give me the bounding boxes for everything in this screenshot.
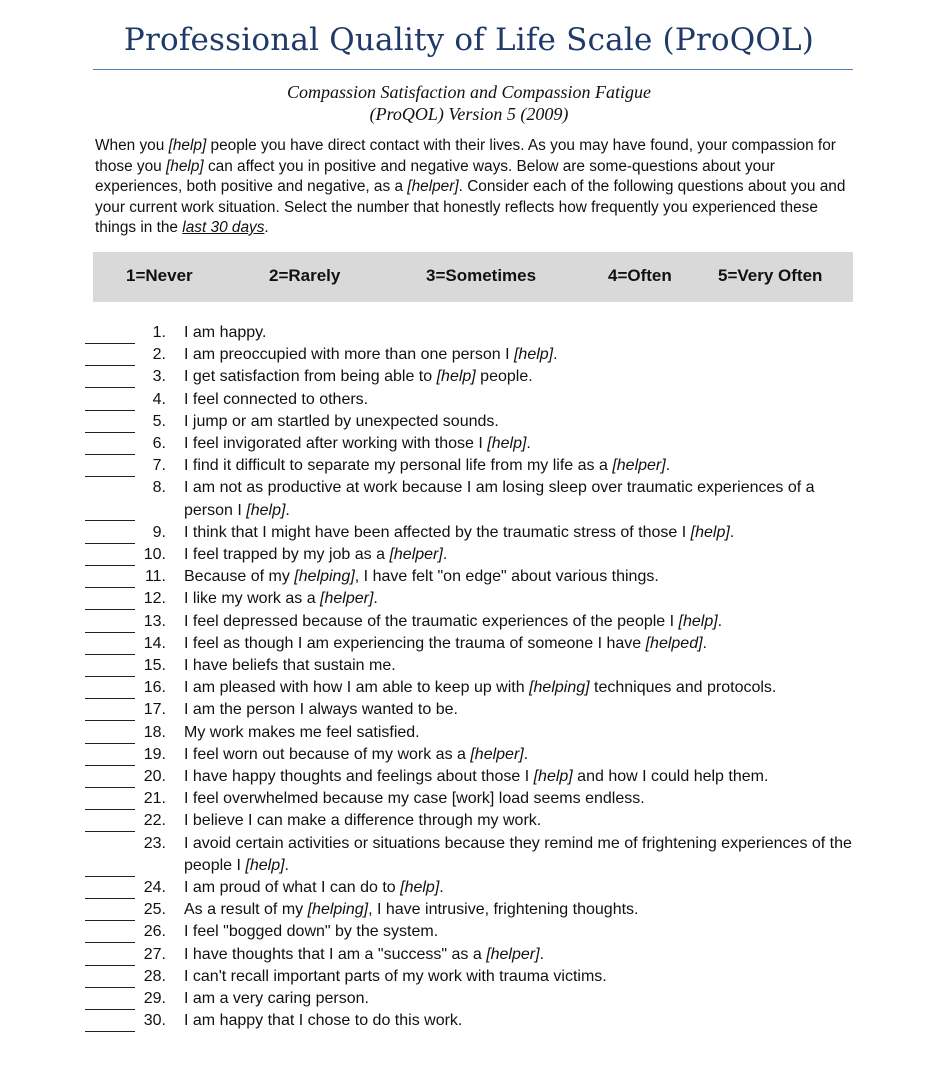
text-run: I feel worn out because of my work as a <box>184 745 471 763</box>
question-row <box>0 477 938 521</box>
text-run: I am pleased with how I am able to keep up with <box>184 679 530 697</box>
text-run: I have happy thoughts and feelings about those I <box>184 768 534 786</box>
question-row <box>0 833 938 877</box>
text-run: I like my work as a <box>184 590 321 608</box>
question-text <box>184 477 854 521</box>
italic-term: [helping] <box>294 568 355 586</box>
italic-term: [helper] <box>470 745 524 763</box>
question-text <box>184 921 854 943</box>
scale-sometimes: 3=Sometimes <box>426 266 537 285</box>
question-row <box>0 566 938 588</box>
text-run: I feel "bogged down" by the system. <box>184 923 439 941</box>
text-run: . <box>442 546 448 564</box>
text-run: I am happy. <box>184 324 267 341</box>
question-row <box>0 744 938 766</box>
question-text <box>184 944 854 966</box>
text-run: I think that I might have been affected by the traumatic stress of those I <box>184 523 691 541</box>
text-run: I am not as productive at work because I am losing sleep over traumatic experiences of a person I <box>184 479 815 519</box>
question-text <box>184 833 854 877</box>
question-text <box>184 389 854 411</box>
question-text <box>184 544 854 566</box>
question-row <box>0 677 938 699</box>
question-row <box>0 810 938 832</box>
question-number: 3. <box>152 368 166 386</box>
question-text <box>184 788 854 810</box>
scale-never: 1=Never <box>126 266 193 285</box>
italic-term: [help] <box>690 523 730 541</box>
italic-term: [helping] <box>307 901 369 919</box>
italic-term: [help] <box>246 501 286 519</box>
italic-term: [helped] <box>645 634 703 652</box>
text-run: I feel overwhelmed because my case [work] load seems endless. <box>184 790 645 808</box>
question-text <box>184 877 854 899</box>
subtitle-line-2: (ProQOL) Version 5 (2009) <box>369 104 569 124</box>
question-text <box>184 433 854 455</box>
title-divider <box>93 69 853 70</box>
text-run: . <box>526 435 531 453</box>
question-number: 25. <box>143 901 166 919</box>
text-run: techniques and protocols. <box>589 679 777 697</box>
italic-term: [help] <box>436 368 476 386</box>
text-run: I feel connected to others. <box>184 390 369 408</box>
question-row <box>0 433 938 455</box>
question-number: 16. <box>143 679 166 697</box>
question-row <box>0 366 938 388</box>
question-number: 9. <box>152 523 166 541</box>
text-run: , I have felt "on edge" about various things. <box>354 568 659 586</box>
question-text <box>184 522 854 544</box>
question-number: 15. <box>143 657 166 675</box>
question-row <box>0 322 938 344</box>
question-number: 26. <box>143 923 166 941</box>
text-run: , I have intrusive, frightening thoughts. <box>368 901 639 919</box>
italic-term: [helping] <box>529 679 590 697</box>
italic-term: [help] <box>245 856 285 874</box>
question-text <box>184 566 854 588</box>
question-text <box>184 633 854 655</box>
text-run: When you <box>95 137 169 154</box>
question-row <box>0 522 938 544</box>
text-run: I avoid certain activities or situations because they remind me of frightening experiences of the people I <box>184 834 852 874</box>
question-number: 21. <box>143 790 166 808</box>
answer-blank-input[interactable] <box>85 1031 135 1032</box>
question-text <box>184 588 854 610</box>
text-run: I am preoccupied with more than one person I <box>184 346 514 364</box>
question-row <box>0 611 938 633</box>
italic-term: [help] <box>513 346 554 364</box>
question-text <box>184 988 854 1010</box>
text-run: I can't recall important parts of my work with trauma victims. <box>184 967 607 985</box>
text-run: I am proud of what I can do to <box>184 879 401 897</box>
question-number: 13. <box>143 612 166 630</box>
text-run: people you have direct contact with their lives. As you may have found, your compassion for those you <box>95 137 836 175</box>
text-run: . <box>665 457 671 475</box>
question-number: 2. <box>152 346 166 364</box>
scale-often: 4=Often <box>608 266 672 285</box>
question-row <box>0 389 938 411</box>
question-number: 27. <box>143 945 166 963</box>
question-text <box>184 411 854 433</box>
italic-term: [helper] <box>486 945 540 963</box>
question-list <box>0 322 938 1033</box>
question-number: 22. <box>143 812 166 830</box>
question-row <box>0 766 938 788</box>
scale-rarely: 2=Rarely <box>269 266 341 285</box>
question-text <box>184 966 854 988</box>
text-run: I am happy that I chose to do this work. <box>184 1012 463 1030</box>
question-row <box>0 544 938 566</box>
question-text <box>184 344 854 366</box>
italic-term: [help] <box>487 435 527 453</box>
question-text <box>184 322 854 344</box>
text-run: . <box>439 879 444 897</box>
text-run: I have beliefs that sustain me. <box>184 657 396 675</box>
question-text <box>184 366 854 388</box>
question-number: 29. <box>143 990 166 1008</box>
italic-term: [help] <box>166 157 204 175</box>
question-number: 14. <box>143 634 166 652</box>
text-run: I feel trapped by my job as a <box>184 546 390 564</box>
question-number: 1. <box>152 324 166 341</box>
question-row <box>0 411 938 433</box>
text-run: . <box>285 501 290 519</box>
question-number: 4. <box>152 390 166 408</box>
question-text <box>184 766 854 788</box>
question-text <box>184 1010 854 1032</box>
text-run: I am the person I always wanted to be. <box>184 701 458 719</box>
question-number: 30. <box>143 1012 166 1030</box>
question-number: 20. <box>143 768 166 786</box>
italic-term: [help] <box>533 768 573 786</box>
question-row <box>0 633 938 655</box>
italic-term: [helper] <box>612 457 666 475</box>
text-run: I feel as though I am experiencing the trauma of someone I have <box>184 634 646 652</box>
question-text <box>184 744 854 766</box>
text-run: As a result of my <box>184 901 308 919</box>
text-run: My work makes me feel satisfied. <box>184 723 420 741</box>
question-row <box>0 588 938 610</box>
text-run: . <box>717 612 723 630</box>
question-row <box>0 788 938 810</box>
text-run: I feel depressed because of the traumatic experiences of the people I <box>184 612 679 630</box>
question-number: 19. <box>143 745 166 763</box>
subtitle-line-1: Compassion Satisfaction and Compassion Fatigue <box>286 82 652 102</box>
question-number: 11. <box>144 568 166 586</box>
question-row <box>0 699 938 721</box>
intro-paragraph <box>95 136 855 239</box>
question-row <box>0 899 938 921</box>
question-number: 12. <box>143 590 166 608</box>
text-run: and how I could help them. <box>572 768 769 786</box>
text-run: . <box>284 856 289 874</box>
rating-scale-legend <box>93 252 853 302</box>
question-row <box>0 344 938 366</box>
text-run: . <box>553 346 558 364</box>
text-run: can affect you in positive and negative ways. Below are some-questions about your experiences, both positive and negative, as a <box>95 157 775 195</box>
question-row <box>0 921 938 943</box>
text-run: I jump or am startled by unexpected sounds. <box>184 412 499 430</box>
text-run: I have thoughts that I am a "success" as a <box>184 945 487 963</box>
underlined-text: last 30 days <box>182 219 265 236</box>
question-number: 23. <box>143 834 166 852</box>
text-run: . <box>264 219 269 236</box>
text-run: people. <box>475 368 533 386</box>
question-number: 17. <box>143 701 166 719</box>
scale-very-often: 5=Very Often <box>718 266 823 285</box>
question-number: 24. <box>143 879 166 897</box>
question-number: 8. <box>152 479 166 497</box>
question-row <box>0 944 938 966</box>
text-run: . <box>523 745 529 763</box>
italic-term: [help] <box>168 137 207 154</box>
text-run: . <box>702 634 707 652</box>
question-row <box>0 988 938 1010</box>
text-run: . <box>373 590 378 608</box>
text-run: I believe I can make a difference through my work. <box>184 812 542 830</box>
question-number: 5. <box>152 412 166 430</box>
text-run: . <box>729 523 735 541</box>
italic-term: [helper] <box>407 178 459 195</box>
text-run: . Consider each of the following questions about you and your current work situation. Select the number that honestly reflects how frequently you experienced these things in the <box>95 178 846 236</box>
question-text <box>184 455 854 477</box>
question-text <box>184 699 854 721</box>
text-run: I find it difficult to separate my personal life from my life as a <box>184 457 613 475</box>
question-number: 28. <box>143 967 166 985</box>
question-row <box>0 722 938 744</box>
question-text <box>184 810 854 832</box>
question-text <box>184 722 854 744</box>
italic-term: [helper] <box>389 546 443 564</box>
question-number: 6. <box>152 435 166 453</box>
page-title: Professional Quality of Life Scale (ProQOL) <box>123 22 815 58</box>
italic-term: [help] <box>400 879 440 897</box>
question-row <box>0 966 938 988</box>
question-row <box>0 655 938 677</box>
question-text <box>184 655 854 677</box>
text-run: I am a very caring person. <box>184 990 369 1008</box>
text-run: Because of my <box>184 568 295 586</box>
question-row <box>0 877 938 899</box>
question-number: 18. <box>143 723 166 741</box>
question-number: 10. <box>143 546 166 564</box>
question-row <box>0 455 938 477</box>
question-text <box>184 899 854 921</box>
text-run: I get satisfaction from being able to <box>184 368 437 386</box>
question-text <box>184 677 854 699</box>
italic-term: [helper] <box>320 590 374 608</box>
question-row <box>0 1010 938 1032</box>
italic-term: [help] <box>678 612 718 630</box>
question-number: 7. <box>152 457 166 475</box>
text-run: . <box>539 945 545 963</box>
question-text <box>184 611 854 633</box>
text-run: I feel invigorated after working with those I <box>184 435 488 453</box>
